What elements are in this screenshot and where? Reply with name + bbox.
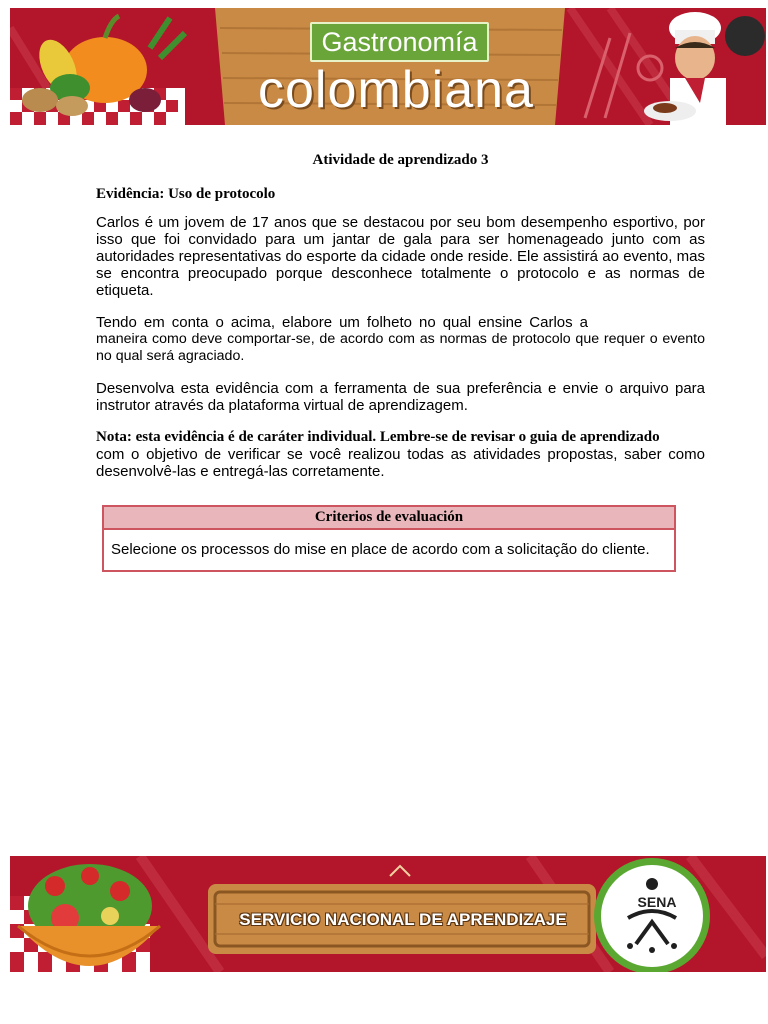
header-banner [10, 8, 766, 125]
footer-org-name: SERVICIO NACIONAL DE APRENDIZAJE [239, 910, 567, 929]
criteria-item: Selecione os processos do mise en place de acordo com a solicitação do cliente. [111, 541, 650, 558]
nota-paragraph [96, 429, 705, 480]
sena-logo-text: SENA [637, 894, 677, 910]
document-content [96, 150, 705, 495]
nota-rest-text: com o objetivo de verificar se você realizou todas as atividades propostas, saber como desenvolvê-las e entregá-las corretamente. [96, 446, 705, 480]
sena-logo-icon [594, 858, 710, 972]
paragraph-2 [96, 314, 705, 365]
header-title-big: colombiana [258, 61, 534, 119]
evidence-heading: Evidência: Uso de protocolo [96, 186, 276, 202]
paragraph-1: Carlos é um jovem de 17 anos que se destacou por seu bom desempenho esportivo, por isso que foi convidado para um jantar de gala para ser homenageado junto com as autoridades representativas do esporte da cidade onde reside. Ele assistirá ao evento, mas se encontra preocupado porque desconhece totalmente o protocolo e as normas de etiqueta. [96, 214, 705, 299]
paragraph-3: Desenvolva esta evidência com a ferramenta de sua preferência e envie o arquivo para instrutor através da plataforma virtual de aprendizagem. [96, 380, 705, 414]
criteria-table [102, 505, 676, 572]
nota-bold-text: Nota: esta evidência é de caráter individual. Lembre-se de revisar o guia de aprendizado [96, 429, 660, 445]
footer-banner [10, 856, 766, 972]
paragraph-2-line-1: Tendo em conta o acima, elabore um folheto no qual ensine Carlos a [96, 314, 588, 331]
paragraph-2-rest: maneira como deve comportar-se, de acordo com as normas de protocolo que requer o evento no qual será agraciado. [96, 331, 705, 364]
header-title-small: Gastronomía [310, 22, 489, 62]
criteria-header: Criterios de evaluación [104, 507, 674, 530]
document-title: Atividade de aprendizado 3 [312, 152, 489, 168]
